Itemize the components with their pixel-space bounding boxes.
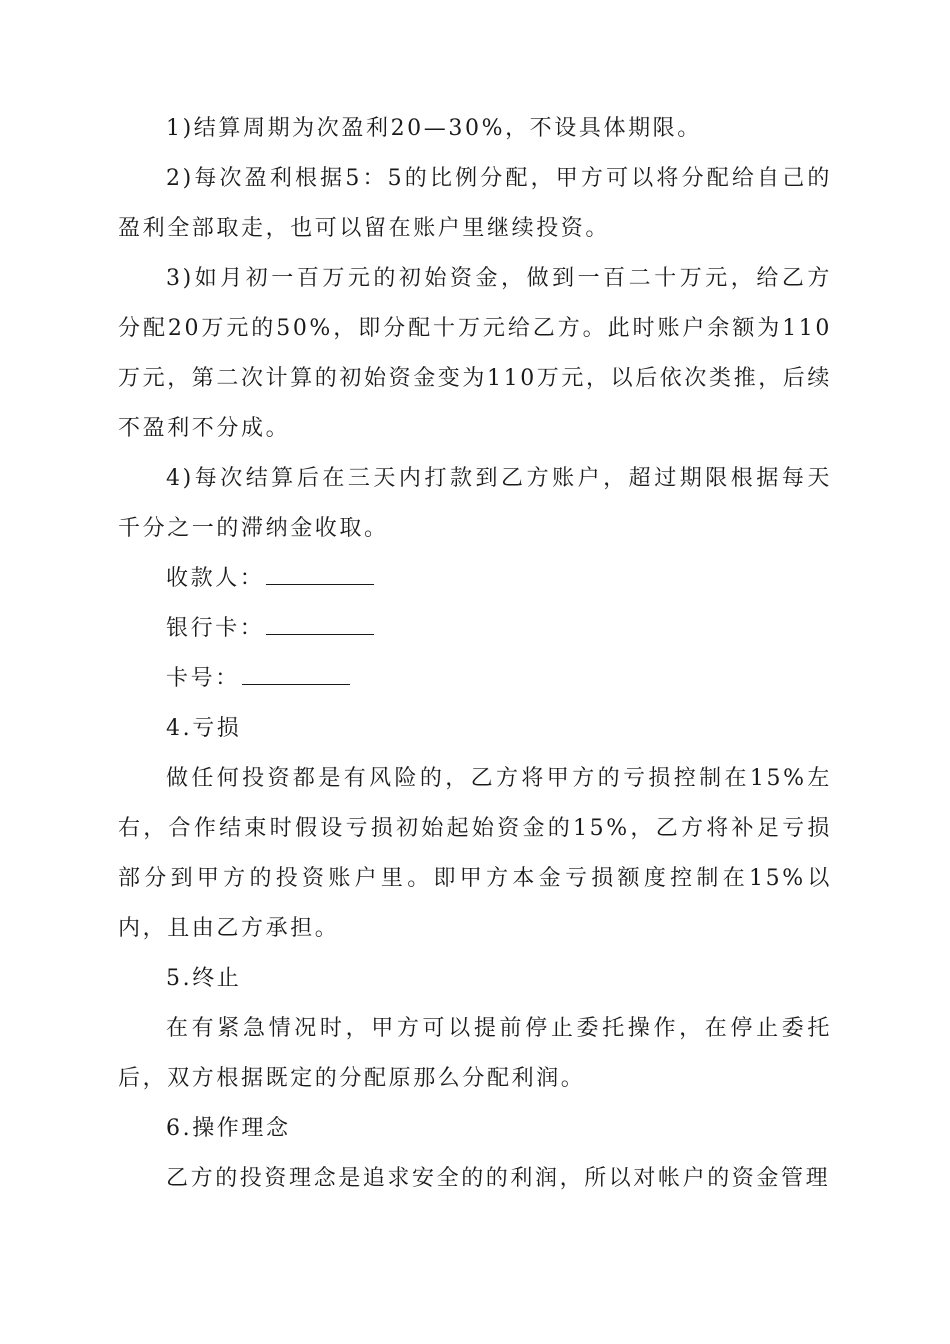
- loss-heading: 4.亏损: [166, 716, 242, 741]
- profit-example-clause: 3)如月初一百万元的初始资金，做到一百二十万元，给乙方分配20万元的50%，即分配十万元给乙方。此时账户余额为110万元，第二次计算的初始资金变为110万元，以后依次类推，后续不盈利不分成。: [118, 266, 832, 441]
- philosophy-heading: 6.操作理念: [166, 1116, 291, 1141]
- payee-field: [118, 554, 832, 604]
- termination-heading: 5.终止: [166, 966, 242, 991]
- settlement-period-clause: 1)结算周期为次盈利20—30%，不设具体期限。: [166, 116, 702, 141]
- payee-blank-line: [266, 568, 374, 585]
- card-number-field: [118, 654, 832, 704]
- payment-deadline-clause: 4)每次结算后在三天内打款到乙方账户，超过期限根据每天千分之一的滞纳金收取。: [118, 466, 832, 541]
- bank-card-field: [118, 604, 832, 654]
- loss-body: 做任何投资都是有风险的，乙方将甲方的亏损控制在15%左右，合作结束时假设亏损初始起始资金的15%，乙方将补足亏损部分到甲方的投资账户里。即甲方本金亏损额度控制在15%以内，且由乙方承担。: [118, 766, 832, 941]
- card-number-blank-line: [242, 668, 350, 685]
- philosophy-body: 乙方的投资理念是追求安全的的利润，所以对帐户的资金管理: [166, 1166, 831, 1191]
- document-body: [118, 104, 832, 1204]
- card-number-label: 卡号：: [166, 666, 240, 691]
- bank-card-blank-line: [266, 618, 374, 635]
- bank-card-label: 银行卡：: [166, 616, 265, 641]
- payee-label: 收款人：: [166, 566, 265, 591]
- termination-body: 在有紧急情况时，甲方可以提前停止委托操作，在停止委托后，双方根据既定的分配原那么分配利润。: [118, 1016, 832, 1091]
- profit-split-clause: 2)每次盈利根据5：5的比例分配，甲方可以将分配给自己的盈利全部取走，也可以留在账户里继续投资。: [118, 166, 832, 241]
